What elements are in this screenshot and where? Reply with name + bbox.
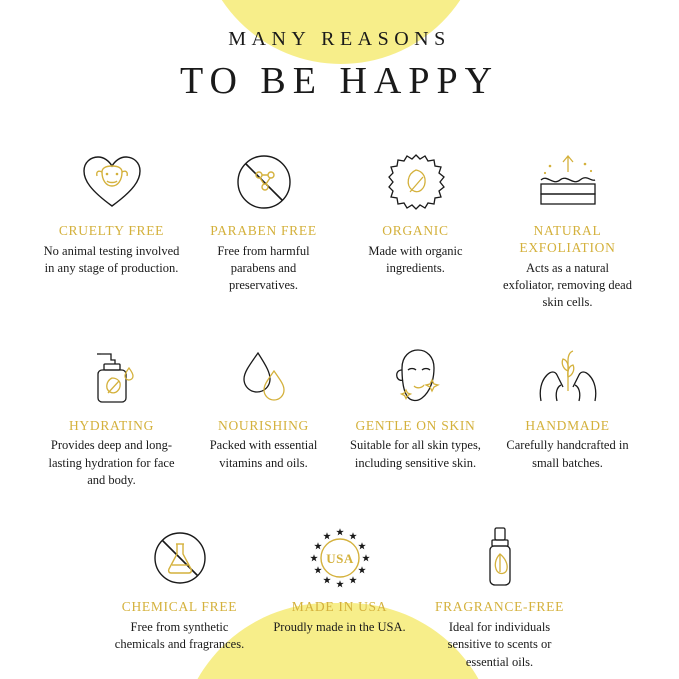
feature-fragrance-free (420, 521, 580, 671)
feature-description: Made with organic ingredients. (368, 243, 463, 276)
header-eyebrow: MANY REASONS (228, 28, 451, 50)
feature-cruelty-free (36, 145, 188, 277)
feature-description: Carefully handcrafted in small batches. (506, 438, 629, 470)
features-row-1 (16, 145, 663, 322)
nourishing-water-drops-icon (196, 340, 332, 414)
feature-handmade (492, 340, 644, 472)
feature-description: Proudly made in the USA. (273, 620, 406, 634)
feature-title: HYDRATING (68, 417, 155, 433)
feature-paraben-free (188, 145, 340, 295)
feature-title: ORGANIC (382, 223, 449, 238)
feature-title: GENTLE ON SKIN (355, 417, 476, 433)
feature-description: Packed with essential vitamins and oils. (209, 438, 318, 470)
feature-description: Suitable for all skin types, including sensitive skin. (350, 438, 481, 470)
feature-description: Free from harmful parabens and preservatives. (217, 243, 310, 293)
chemical-free-no-flask-icon (108, 521, 252, 595)
gentle-on-skin-face-icon (348, 340, 484, 414)
feature-gentle-on-skin (340, 340, 492, 472)
page-title: TO BE HAPPY (179, 60, 500, 102)
feature-organic (340, 145, 492, 277)
features-row-2 (16, 340, 663, 500)
paraben-free-no-chemical-icon (196, 145, 332, 219)
feature-description: Free from synthetic chemicals and fragrances. (114, 620, 245, 652)
feature-title: NOURISHING (218, 417, 309, 433)
feature-description: No animal testing involved in any stage of production. (43, 243, 180, 276)
natural-exfoliation-skin-layers-icon (500, 145, 636, 219)
feature-title: HANDMADE (525, 417, 610, 433)
feature-title: CHEMICAL FREE (121, 599, 238, 615)
made-in-usa-stars-badge-icon (268, 521, 412, 595)
feature-natural-exfoliation (492, 145, 644, 312)
feature-title: CRUELTY FREE (58, 223, 165, 238)
fragrance-free-dropper-bottle-icon (428, 521, 572, 595)
hydrating-pump-bottle-icon (44, 340, 180, 414)
svg-text:USA: USA (325, 551, 354, 567)
feature-title: PARABEN FREE (210, 223, 317, 238)
cruelty-free-heart-cow-icon (44, 145, 180, 219)
feature-title: NATURAL EXFOLIATION (519, 223, 616, 255)
handmade-hands-plant-icon (500, 340, 636, 414)
feature-description: Acts as a natural exfoliator, removing dead skin cells. (503, 260, 632, 310)
feature-description: Ideal for individuals sensitive to scents or essential oils. (447, 620, 552, 669)
feature-hydrating (36, 340, 188, 490)
page-header (0, 0, 679, 103)
features-grid (0, 145, 679, 679)
features-row-3 (16, 521, 663, 679)
feature-description: Provides deep and long-lasting hydration for face and body. (48, 438, 175, 487)
feature-title: FRAGRANCE-FREE (434, 599, 565, 615)
feature-made-in-usa (260, 521, 420, 636)
organic-leaf-seal-icon (348, 145, 484, 219)
feature-nourishing (188, 340, 340, 472)
feature-chemical-free (100, 521, 260, 653)
feature-title: MADE IN USA (291, 599, 388, 615)
